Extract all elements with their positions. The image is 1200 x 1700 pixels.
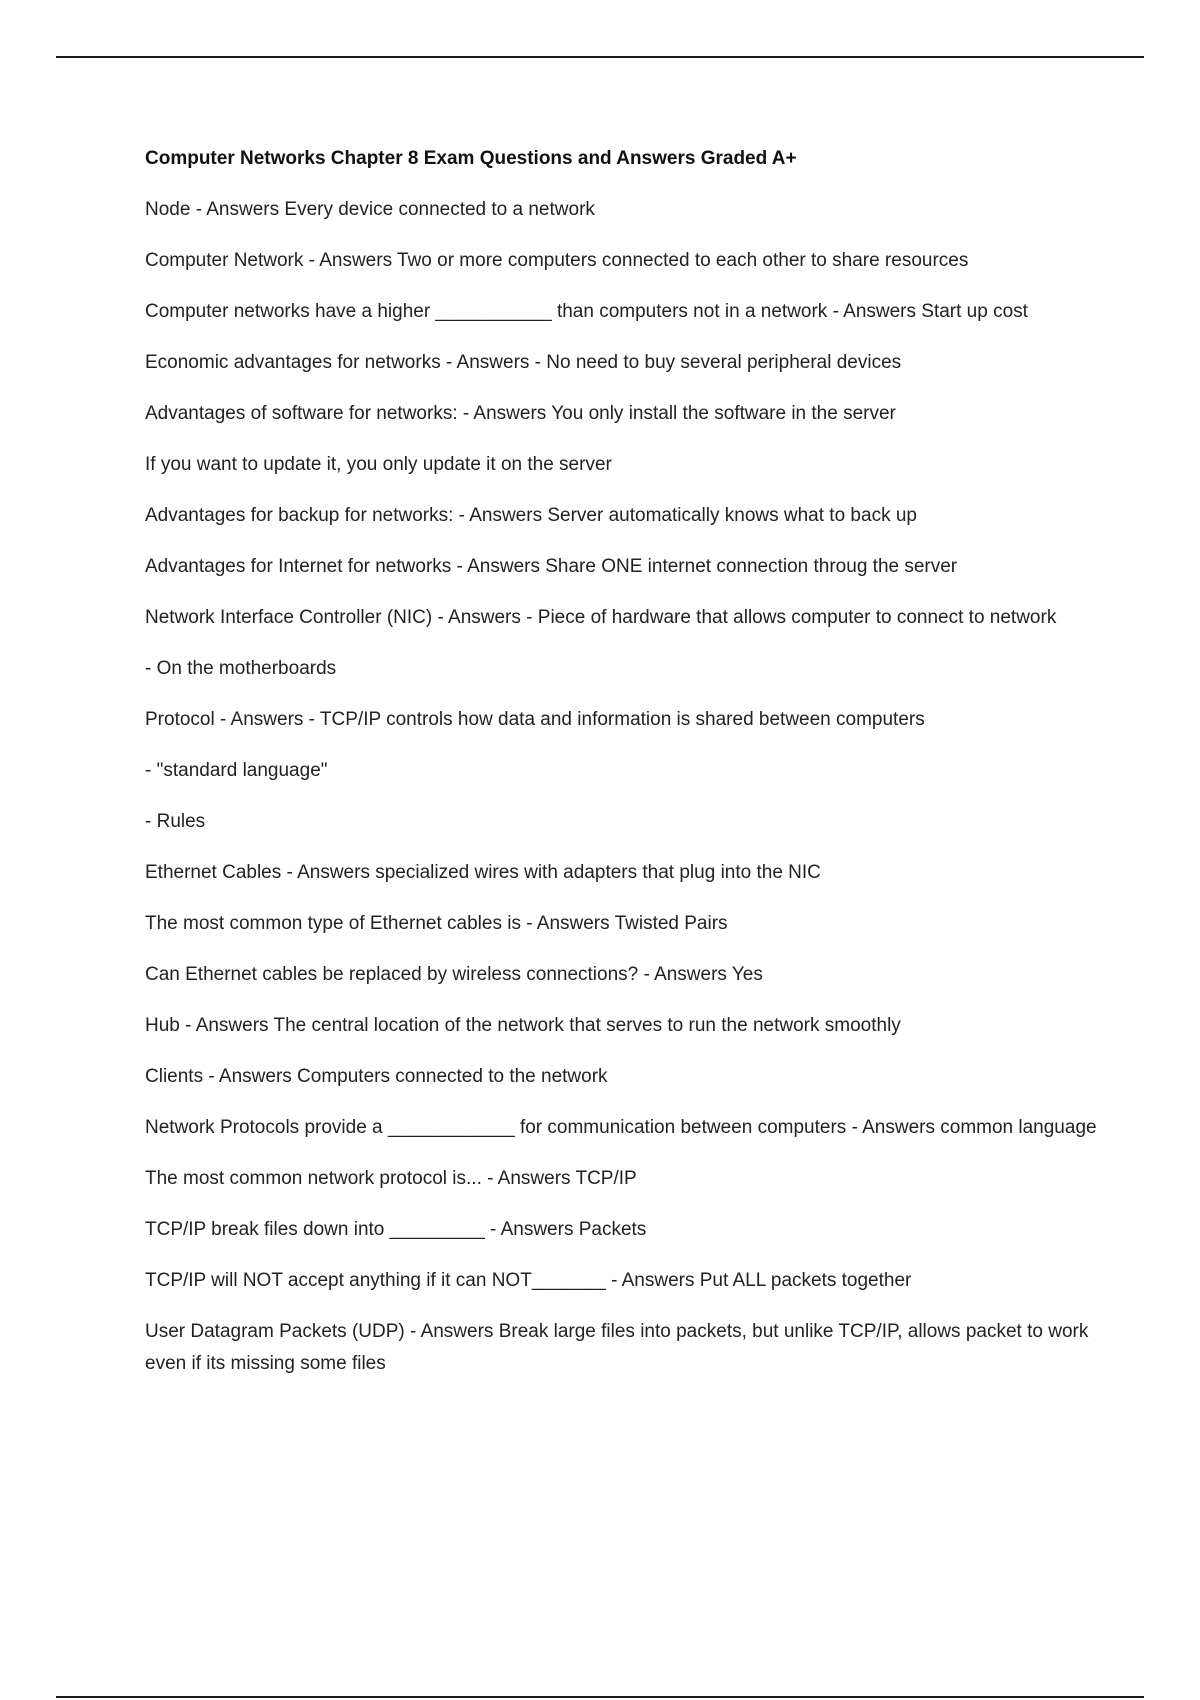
qa-line-rules: - Rules (145, 811, 206, 832)
bottom-divider (56, 1696, 1144, 1698)
qa-line-computer-network: Computer Network - Answers Two or more computers connected to each other to share resources (145, 250, 969, 271)
qa-line-put-together: TCP/IP will NOT accept anything if it can NOT_______ - Answers Put ALL packets together (145, 1270, 912, 1291)
qa-line-standard-language: - "standard language" (145, 760, 328, 781)
top-divider (56, 56, 1144, 58)
qa-line-backup-advantages: Advantages for backup for networks: - Answers Server automatically knows what to back up (145, 505, 917, 526)
qa-line-packets: TCP/IP break files down into _________ - Answers Packets (145, 1219, 647, 1240)
qa-line-motherboards: - On the motherboards (145, 658, 337, 679)
qa-line-common-protocol: The most common network protocol is... - Answers TCP/IP (145, 1168, 637, 1189)
qa-line-hub: Hub - Answers The central location of the network that serves to run the network smoothly (145, 1015, 901, 1036)
qa-line-economic-advantages: Economic advantages for networks - Answers - No need to buy several peripheral devices (145, 352, 902, 373)
qa-line-clients: Clients - Answers Computers connected to the network (145, 1066, 608, 1087)
qa-line-wireless: Can Ethernet cables be replaced by wireless connections? - Answers Yes (145, 964, 763, 985)
qa-line-node: Node - Answers Every device connected to a network (145, 199, 595, 220)
qa-line-higher-cost: Computer networks have a higher ___________ than computers not in a network - Answers Start up cost (145, 301, 1028, 322)
qa-line-software-advantages: Advantages of software for networks: - Answers You only install the software in the server (145, 403, 896, 424)
qa-line-ethernet-cables: Ethernet Cables - Answers specialized wires with adapters that plug into the NIC (145, 862, 821, 883)
qa-line-twisted-pairs: The most common type of Ethernet cables is - Answers Twisted Pairs (145, 913, 728, 934)
qa-line-udp: User Datagram Packets (UDP) - Answers Break large files into packets, but unlike TCP/IP, allows packet to work even if its missing some files (145, 1321, 1089, 1374)
qa-line-internet-advantages: Advantages for Internet for networks - Answers Share ONE internet connection throug the server (145, 556, 958, 577)
qa-line-update-server: If you want to update it, you only update it on the server (145, 454, 612, 475)
qa-line-nic: Network Interface Controller (NIC) - Answers - Piece of hardware that allows computer to connect to network (145, 607, 1057, 628)
document-body (145, 143, 1105, 1399)
qa-line-network-protocols: Network Protocols provide a ____________ for communication between computers - Answers common language (145, 1117, 1097, 1138)
qa-line-protocol: Protocol - Answers - TCP/IP controls how data and information is shared between computers (145, 709, 925, 730)
document-title: Computer Networks Chapter 8 Exam Questions and Answers Graded A+ (145, 148, 797, 169)
